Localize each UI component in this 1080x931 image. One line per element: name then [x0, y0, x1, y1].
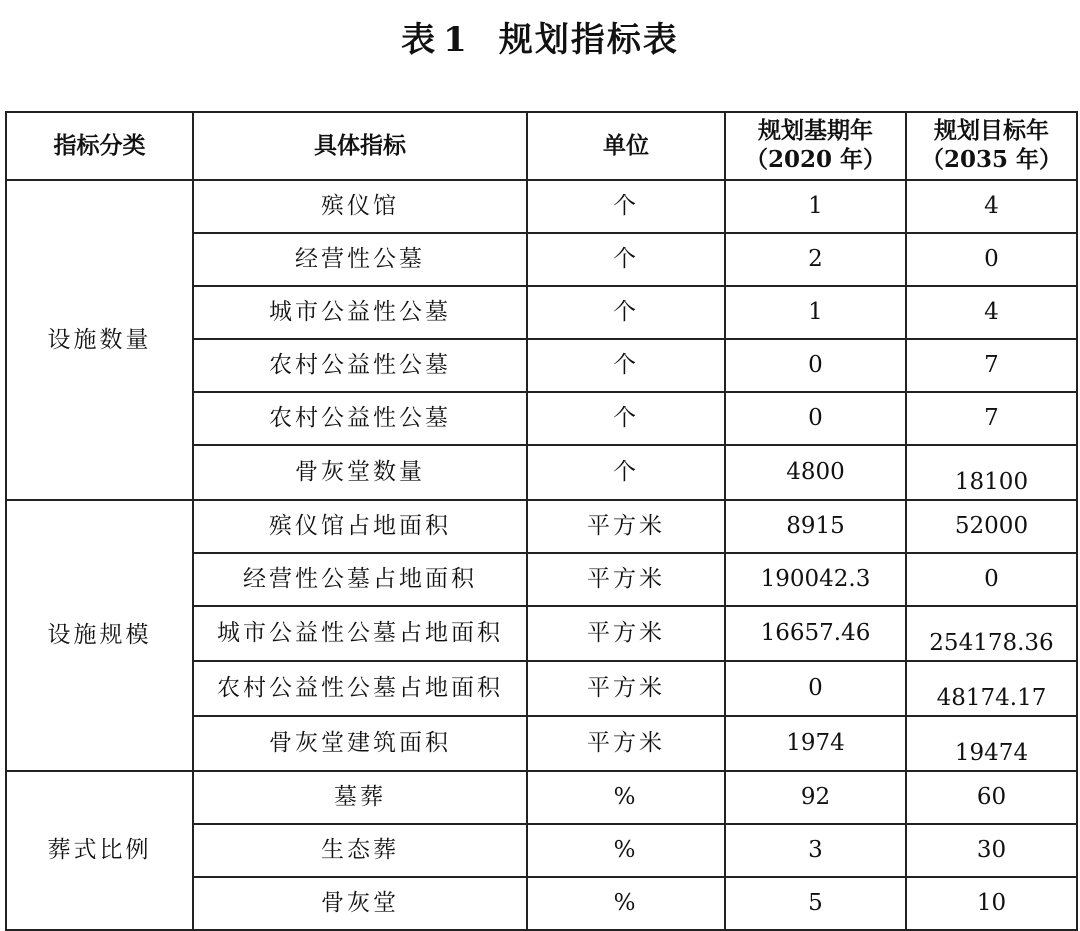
- unit-cell: 个: [527, 180, 725, 233]
- table-title: [0, 12, 1080, 61]
- target-value-cell: 7: [906, 339, 1077, 392]
- indicator-cell: 生态葬: [193, 824, 527, 877]
- indicator-cell: 城市公益性公墓: [193, 286, 527, 339]
- base-value-cell: 0: [725, 661, 906, 716]
- target-value-cell: 7: [906, 392, 1077, 445]
- header-category: 指标分类: [6, 112, 193, 180]
- table-title-label: 表: [401, 20, 438, 60]
- target-value-cell: 30: [906, 824, 1077, 877]
- unit-cell: %: [527, 771, 725, 824]
- target-value-cell: 0: [906, 553, 1077, 606]
- target-value-cell: 52000: [906, 500, 1077, 553]
- header-indicator: 具体指标: [193, 112, 527, 180]
- unit-cell: %: [527, 824, 725, 877]
- indicator-cell: 城市公益性公墓占地面积: [193, 606, 527, 661]
- indicator-cell: 墓葬: [193, 771, 527, 824]
- base-value-cell: 1974: [725, 716, 906, 771]
- header-base-year-line1: 规划基期年: [758, 117, 873, 145]
- unit-cell: 平方米: [527, 716, 725, 771]
- target-value-cell: 254178.36: [906, 606, 1077, 661]
- table-row: [6, 180, 1077, 233]
- base-value-cell: 8915: [725, 500, 906, 553]
- indicator-cell: 殡仪馆占地面积: [193, 500, 527, 553]
- base-value-cell: 190042.3: [725, 553, 906, 606]
- unit-cell: 平方米: [527, 500, 725, 553]
- base-value-cell: 92: [725, 771, 906, 824]
- indicator-table: [5, 111, 1078, 931]
- target-value-cell: 10: [906, 877, 1077, 930]
- base-value-cell: 1: [725, 180, 906, 233]
- header-target-year-line2: （2035 年）: [920, 146, 1063, 173]
- category-cell: 设施数量: [6, 180, 193, 500]
- target-value-cell: 0: [906, 233, 1077, 286]
- indicator-cell: 农村公益性公墓: [193, 339, 527, 392]
- indicator-cell: 经营性公墓: [193, 233, 527, 286]
- indicator-cell: 经营性公墓占地面积: [193, 553, 527, 606]
- unit-cell: 个: [527, 233, 725, 286]
- unit-cell: 平方米: [527, 661, 725, 716]
- unit-cell: 平方米: [527, 553, 725, 606]
- indicator-cell: 农村公益性公墓: [193, 392, 527, 445]
- indicator-cell: 骨灰堂: [193, 877, 527, 930]
- target-value-cell: 19474: [906, 716, 1077, 771]
- category-cell: 设施规模: [6, 500, 193, 771]
- header-row: [6, 112, 1077, 180]
- base-value-cell: 16657.46: [725, 606, 906, 661]
- table-row: [6, 500, 1077, 553]
- target-value-cell: 4: [906, 180, 1077, 233]
- unit-cell: 个: [527, 286, 725, 339]
- indicator-cell: 骨灰堂数量: [193, 445, 527, 500]
- header-base-year: [725, 112, 906, 180]
- table-row: [6, 771, 1077, 824]
- header-unit: 单位: [527, 112, 725, 180]
- unit-cell: 个: [527, 445, 725, 500]
- base-value-cell: 1: [725, 286, 906, 339]
- indicator-cell: 殡仪馆: [193, 180, 527, 233]
- header-target-year-line1: 规划目标年: [934, 117, 1049, 145]
- category-cell: 葬式比例: [6, 771, 193, 930]
- target-value-cell: 4: [906, 286, 1077, 339]
- base-value-cell: 0: [725, 339, 906, 392]
- base-value-cell: 2: [725, 233, 906, 286]
- indicator-cell: 农村公益性公墓占地面积: [193, 661, 527, 716]
- target-value-cell: 48174.17: [906, 661, 1077, 716]
- unit-cell: 个: [527, 392, 725, 445]
- table-title-text: 规划指标表: [498, 20, 679, 60]
- target-value-cell: 60: [906, 771, 1077, 824]
- base-value-cell: 5: [725, 877, 906, 930]
- header-target-year: [906, 112, 1077, 180]
- target-value-cell: 18100: [906, 445, 1077, 500]
- unit-cell: 平方米: [527, 606, 725, 661]
- unit-cell: %: [527, 877, 725, 930]
- base-value-cell: 0: [725, 392, 906, 445]
- unit-cell: 个: [527, 339, 725, 392]
- base-value-cell: 4800: [725, 445, 906, 500]
- indicator-cell: 骨灰堂建筑面积: [193, 716, 527, 771]
- table-title-number: 1: [443, 20, 469, 60]
- base-value-cell: 3: [725, 824, 906, 877]
- header-base-year-line2: （2020 年）: [744, 146, 887, 173]
